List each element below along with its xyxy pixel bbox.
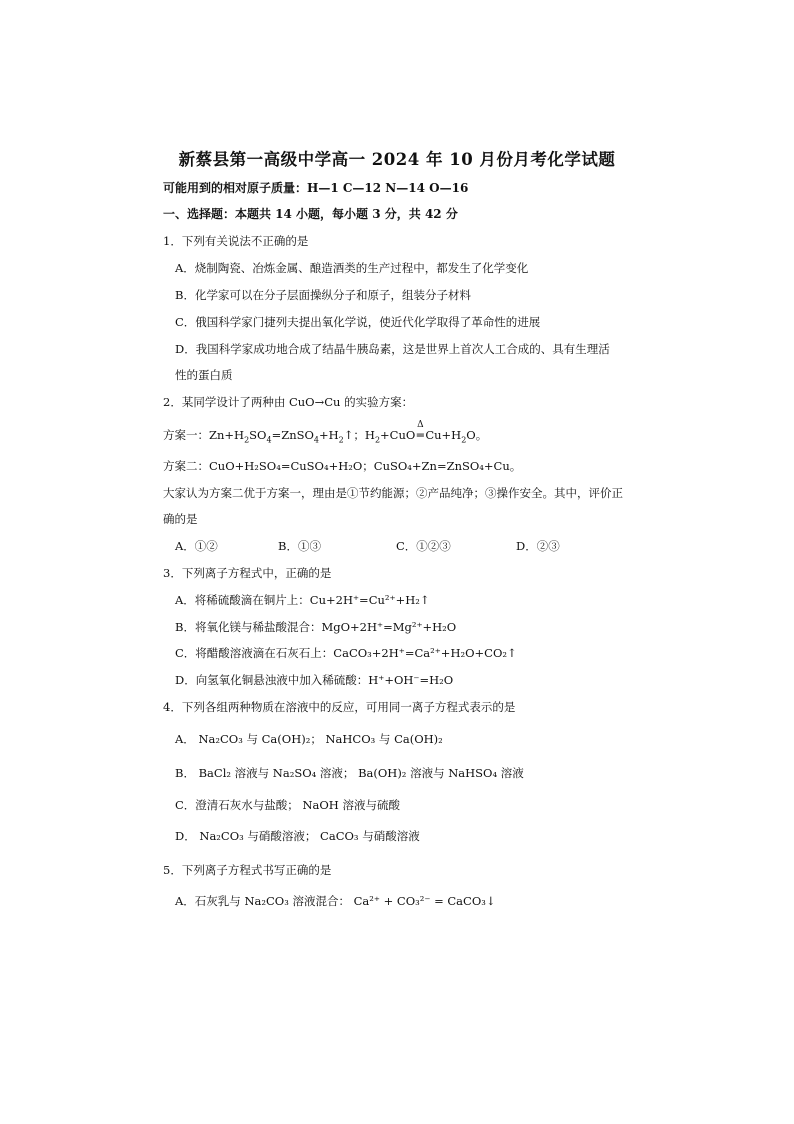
question-4-option-d: D． Na₂CO₃ 与硝酸溶液； CaCO₃ 与硝酸溶液 (175, 829, 420, 843)
question-5-stem: 5．下列离子方程式书写正确的是 (163, 863, 332, 877)
atomic-masses: 可能用到的相对原子质量：H—1 C—12 N—14 O—16 (163, 181, 469, 195)
question-2-plan-2: 方案二：CuO+H₂SO₄=CuSO₄+H₂O；CuSO₄+Zn=ZnSO₄+Cu。 (163, 459, 522, 473)
question-2-option-a: A．①② (175, 539, 218, 553)
question-3-stem: 3．下列离子方程式中，正确的是 (163, 566, 332, 580)
question-2-option-d: D．②③ (516, 539, 560, 553)
question-3-option-c: C．将醋酸溶液滴在石灰石上：CaCO₃+2H⁺=Ca²⁺+H₂O+CO₂↑ (175, 646, 517, 660)
question-2-option-c: C．①②③ (396, 539, 451, 553)
question-2-judgement: 大家认为方案二优于方案一，理由是①节约能源；②产品纯净；③操作安全。其中，评价正 (163, 486, 623, 500)
section-heading: 一、选择题：本题共 14 小题，每小题 3 分，共 42 分 (163, 207, 458, 221)
question-1-stem: 1．下列有关说法不正确的是 (163, 234, 309, 248)
question-2-plan-1: 方案一：$Zn+H_2SO_4=ZnSO_4+H_2↑$；$H_2+CuO$ Δ ═ $Cu+H_2O$。 (163, 420, 488, 445)
question-1-option-a: A．烧制陶瓷、冶炼金属、酿造酒类的生产过程中，都发生了化学变化 (175, 261, 529, 275)
question-2-judgement-cont: 确的是 (163, 512, 198, 526)
question-1-option-d: D．我国科学家成功地合成了结晶牛胰岛素，这是世界上首次人工合成的、具有生理活 (175, 342, 610, 356)
question-3-option-a: A．将稀硫酸滴在铜片上：Cu+2H⁺=Cu²⁺+H₂↑ (175, 593, 430, 607)
question-2-stem: 2．某同学设计了两种由 CuO→Cu 的实验方案： (163, 395, 414, 409)
question-5-option-a: A．石灰乳与 Na₂CO₃ 溶液混合： Ca²⁺ + CO₃²⁻ = CaCO₃↓ (175, 894, 496, 908)
question-3-option-d: D．向氢氧化铜悬浊液中加入稀硫酸：H⁺+OH⁻=H₂O (175, 673, 454, 687)
question-1-option-c: C．俄国科学家门捷列夫提出氧化学说，使近代化学取得了革命性的进展 (175, 315, 541, 329)
question-3-option-b: B．将氧化镁与稀盐酸混合：MgO+2H⁺=Mg²⁺+H₂O (175, 620, 457, 634)
question-4-option-a: A． Na₂CO₃ 与 Ca(OH)₂； NaHCO₃ 与 Ca(OH)₂ (175, 732, 443, 746)
page-title: 新蔡县第一高级中学高一 2024 年 10 月份月考化学试题 (178, 150, 616, 169)
question-2-option-b: B．①③ (278, 539, 321, 553)
question-4-option-c: C．澄清石灰水与盐酸； NaOH 溶液与硫酸 (175, 798, 400, 812)
question-1-option-b: B．化学家可以在分子层面操纵分子和原子，组装分子材料 (175, 288, 471, 302)
question-4-stem: 4．下列各组两种物质在溶液中的反应，可用同一离子方程式表示的是 (163, 700, 516, 714)
question-4-option-b: B． BaCl₂ 溶液与 Na₂SO₄ 溶液； Ba(OH)₂ 溶液与 NaHSO₄ 溶液 (175, 766, 524, 780)
question-1-option-d-cont: 性的蛋白质 (175, 368, 233, 382)
